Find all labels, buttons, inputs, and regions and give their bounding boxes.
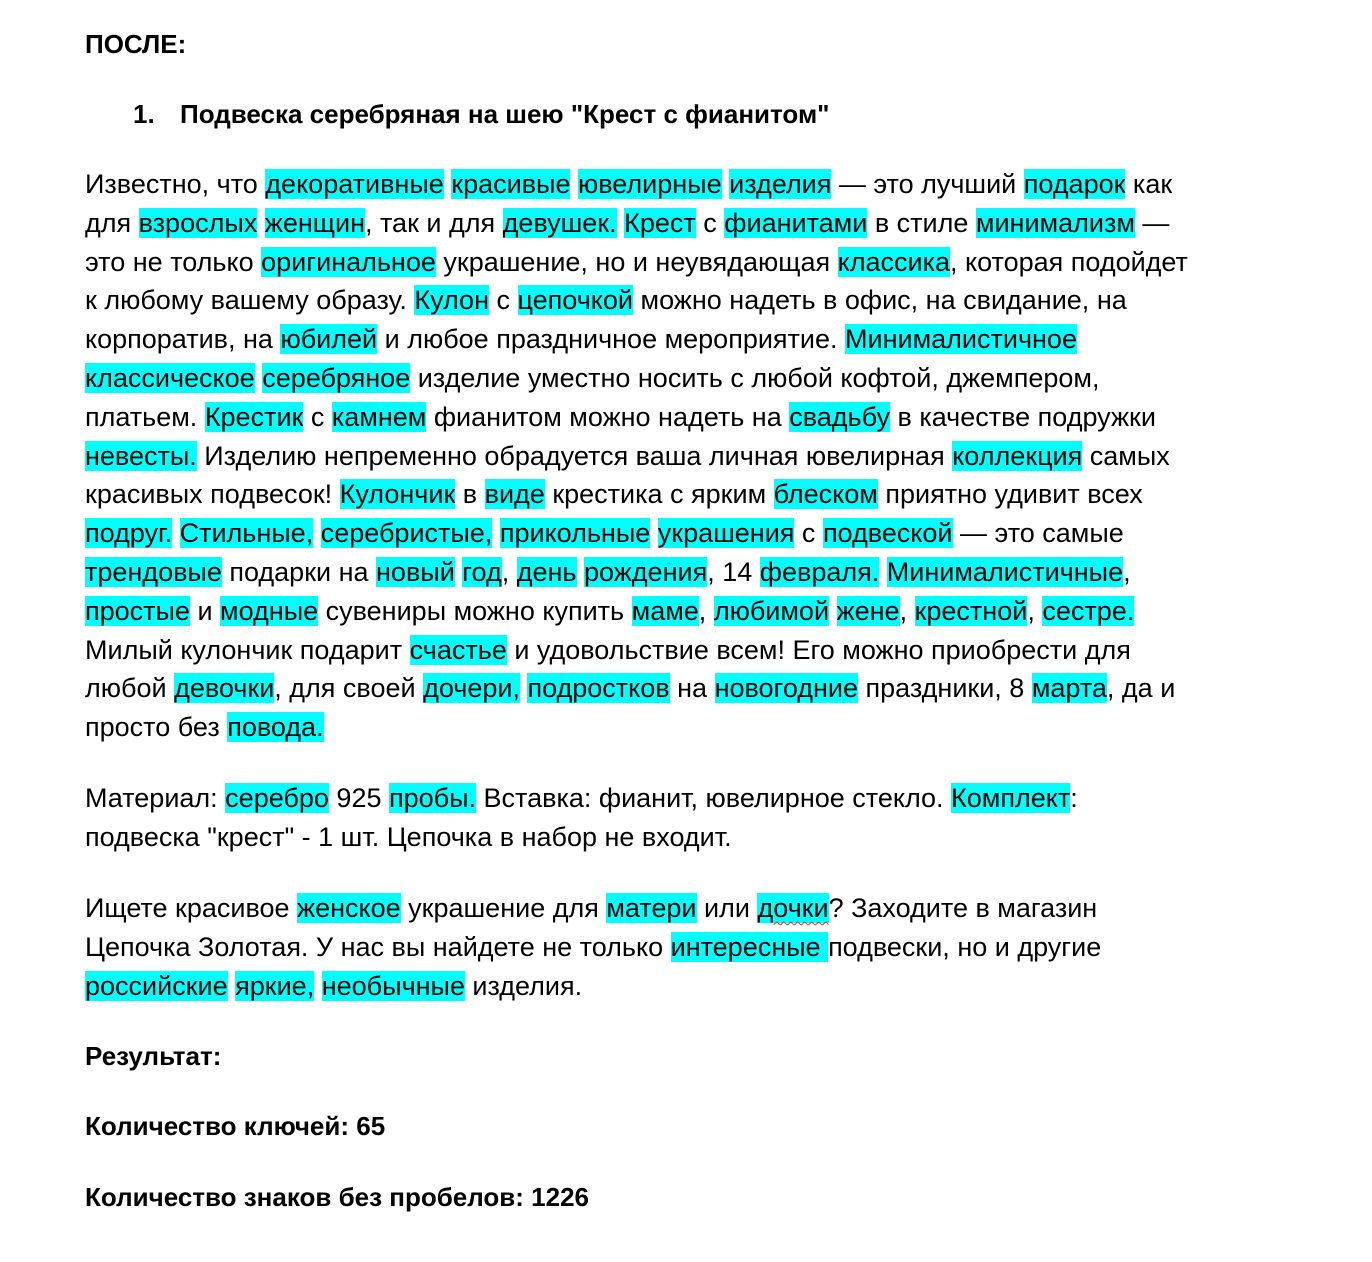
text-segment: Цепочка Золотая. У нас вы найдете не только: [85, 931, 671, 962]
text-segment: Вставка: фианит, ювелирное стекло.: [476, 783, 952, 813]
text-segment: просто без: [85, 712, 228, 743]
text-segment: с: [794, 518, 823, 549]
text-segment: украшение для: [400, 893, 607, 923]
keyword-highlight: прикольные: [499, 518, 651, 549]
text-segment: с: [695, 207, 725, 238]
text-segment: Изделию непременно обрадуется ваша личная ювелирная: [196, 440, 953, 471]
description-paragraph: [85, 165, 1305, 747]
text-segment: в качестве подружки: [897, 401, 1156, 432]
text-segment: платьем.: [85, 401, 205, 432]
keyword-highlight: яркие,: [235, 970, 315, 1001]
keyword-highlight: Комплект: [951, 783, 1071, 813]
keyword-highlight: юбилей: [280, 324, 378, 355]
keyword-highlight: красивые: [451, 169, 571, 199]
shop-paragraph: [85, 889, 1305, 1005]
keyword-highlight: российские: [85, 970, 228, 1001]
text-segment: украшение, но и неувядающая: [435, 246, 838, 277]
keyword-highlight: декоративные: [265, 169, 444, 199]
text-segment: ,: [698, 595, 714, 626]
text-segment: [228, 971, 236, 1001]
keyword-highlight: необычные: [321, 970, 465, 1001]
text-segment: изделия.: [464, 970, 583, 1001]
text-segment: [257, 208, 265, 238]
text-segment: [492, 518, 500, 548]
text-segment: и удовольствие всем! Его можно приобрести для: [514, 634, 1131, 665]
text-segment: любой: [85, 673, 175, 704]
text-segment: как: [1132, 169, 1173, 199]
text-segment: , 14: [707, 556, 760, 587]
keyword-highlight: оригинальное: [261, 246, 436, 277]
keyword-highlight: фианитами: [724, 207, 868, 238]
keyword-highlight: ювелирные: [578, 169, 722, 199]
material-paragraph: [85, 779, 1305, 857]
list-item-title: [133, 98, 830, 130]
text-segment: или: [696, 893, 758, 923]
keyword-highlight: новый: [376, 556, 455, 587]
keyword-highlight: виде: [484, 479, 545, 510]
text-segment: [172, 518, 180, 548]
text-segment: ,: [1123, 556, 1131, 587]
keyword-highlight: цепочкой: [517, 285, 634, 316]
text-segment: [879, 557, 887, 587]
text-segment: ,: [501, 556, 517, 587]
keyword-highlight: маме: [631, 595, 699, 626]
text-segment: к любому вашему образу.: [85, 285, 415, 316]
text-segment: подвеска "крест" - 1 шт. Цепочка в набор не входит.: [85, 821, 732, 852]
keyword-highlight: Стильные,: [179, 518, 314, 549]
keyword-highlight: матери: [606, 893, 697, 923]
keyword-highlight: классика: [837, 246, 950, 277]
text-segment: в: [455, 479, 485, 510]
keyword-highlight: Минималистичные: [886, 556, 1124, 587]
keyword-highlight: новогодние: [714, 673, 859, 704]
keyword-highlight: дочки: [757, 893, 829, 923]
keyword-highlight: Кулончик: [339, 479, 456, 510]
text-segment: красивых подвесок!: [85, 479, 340, 510]
text-segment: ,: [1027, 595, 1043, 626]
keyword-highlight: год: [462, 556, 502, 587]
text-segment: с: [303, 401, 332, 432]
keyword-highlight: марта: [1031, 673, 1107, 704]
text-segment: , так и для: [364, 207, 503, 238]
keyword-highlight: дочери,: [423, 673, 520, 704]
keyword-highlight: февраля.: [759, 556, 880, 587]
text-segment: , да и: [1106, 673, 1176, 704]
chars-count: Количество знаков без пробелов: 1226: [85, 1182, 590, 1212]
keyword-highlight: рождения: [584, 556, 708, 587]
text-segment: Ищете красивое: [85, 893, 298, 923]
text-segment: 925: [328, 783, 389, 813]
keyword-highlight: серебряное: [262, 362, 411, 393]
keyword-highlight: пробы.: [388, 783, 477, 813]
keyword-highlight: Кулон: [414, 285, 489, 316]
keyword-highlight: подвеской: [822, 518, 953, 549]
text-segment: приятно удивит всех: [885, 479, 1143, 510]
text-segment: ,: [899, 595, 915, 626]
text-segment: :: [1070, 783, 1078, 813]
text-segment: [577, 557, 585, 587]
heading-after: ПОСЛЕ:: [85, 29, 187, 59]
text-segment: праздники, 8: [858, 673, 1032, 704]
text-segment: Известно, что: [85, 169, 266, 199]
list-item-number: 1.: [133, 99, 155, 129]
keyword-highlight: серебристые,: [320, 518, 493, 549]
keyword-highlight: день: [516, 556, 577, 587]
text-segment: и любое праздничное мероприятие.: [377, 324, 846, 355]
text-segment: в стиле: [867, 207, 976, 238]
text-segment: — это лучший: [831, 169, 1024, 199]
text-segment: , для своей: [274, 673, 424, 704]
keyword-highlight: девочки: [174, 673, 275, 704]
keyword-highlight: Крестик: [204, 401, 304, 432]
keyword-highlight: невесты.: [85, 440, 197, 471]
text-segment: — это самые: [960, 518, 1124, 549]
keyword-highlight: крестной: [914, 595, 1028, 626]
keyword-highlight: блеском: [773, 479, 878, 510]
text-segment: [829, 596, 837, 626]
text-segment: [570, 169, 578, 199]
keyword-highlight: простые: [85, 595, 190, 626]
keyword-highlight: подарок: [1023, 169, 1126, 199]
text-segment: Милый кулончик подарит: [85, 634, 410, 665]
text-segment: это не только: [85, 246, 262, 277]
text-segment: сувениры можно купить: [318, 595, 632, 626]
keyword-highlight: свадьбу: [789, 401, 890, 432]
keyword-highlight: модные: [220, 595, 319, 626]
text-segment: [313, 518, 321, 548]
text-segment: крестика с ярким: [544, 479, 774, 510]
keyword-highlight: подростков: [527, 673, 670, 704]
keyword-highlight: девушек.: [502, 207, 617, 238]
text-segment: и: [189, 595, 221, 626]
keyword-highlight: женское: [297, 893, 401, 923]
keyword-highlight: сестре.: [1042, 595, 1135, 626]
text-segment: на: [669, 673, 715, 704]
keyword-highlight: камнем: [331, 401, 427, 432]
keyword-highlight: жене: [836, 595, 900, 626]
keyword-highlight: украшения: [657, 518, 795, 549]
text-segment: , которая подойдет: [950, 246, 1188, 277]
text-segment: Материал:: [85, 783, 226, 813]
keyword-highlight: минимализм: [975, 207, 1135, 238]
product-title: Подвеска серебряная на шею "Крест с фианитом": [180, 99, 830, 129]
keyword-highlight: классическое: [85, 362, 255, 393]
text-segment: [722, 169, 730, 199]
text-segment: подвески, но и другие: [828, 931, 1102, 962]
keyword-highlight: любимой: [713, 595, 830, 626]
text-segment: фианитом можно надеть на: [426, 401, 790, 432]
text-segment: самых: [1089, 440, 1170, 471]
text-segment: ? Заходите в магазин: [828, 893, 1098, 923]
text-segment: для: [85, 207, 139, 238]
keyword-highlight: женщин: [264, 207, 365, 238]
keyword-highlight: взрослых: [138, 207, 258, 238]
keyword-highlight: интересные: [670, 931, 829, 962]
keyword-highlight: Крест: [624, 207, 696, 238]
result-label: Результат:: [85, 1041, 222, 1071]
keyword-highlight: изделия: [729, 169, 832, 199]
keyword-highlight: трендовые: [85, 556, 222, 587]
keys-count: Количество ключей: 65: [85, 1111, 386, 1141]
text-segment: корпоратив, на: [85, 324, 281, 355]
keyword-highlight: счастье: [409, 634, 507, 665]
text-segment: —: [1142, 207, 1170, 238]
text-segment: [617, 208, 625, 238]
text-segment: [314, 971, 322, 1001]
text-segment: с: [488, 285, 518, 316]
keyword-highlight: коллекция: [952, 440, 1083, 471]
text-segment: [650, 518, 658, 548]
keyword-highlight: подруг.: [85, 518, 173, 549]
keyword-highlight: Минималистичное: [845, 324, 1077, 355]
keyword-highlight: серебро: [225, 783, 329, 813]
keyword-highlight: повода.: [227, 712, 324, 743]
text-segment: можно надеть в офис, на свидание, на: [640, 285, 1127, 316]
text-segment: подарки на: [221, 556, 377, 587]
text-segment: изделие уместно носить с любой кофтой, джемпером,: [417, 362, 1100, 393]
